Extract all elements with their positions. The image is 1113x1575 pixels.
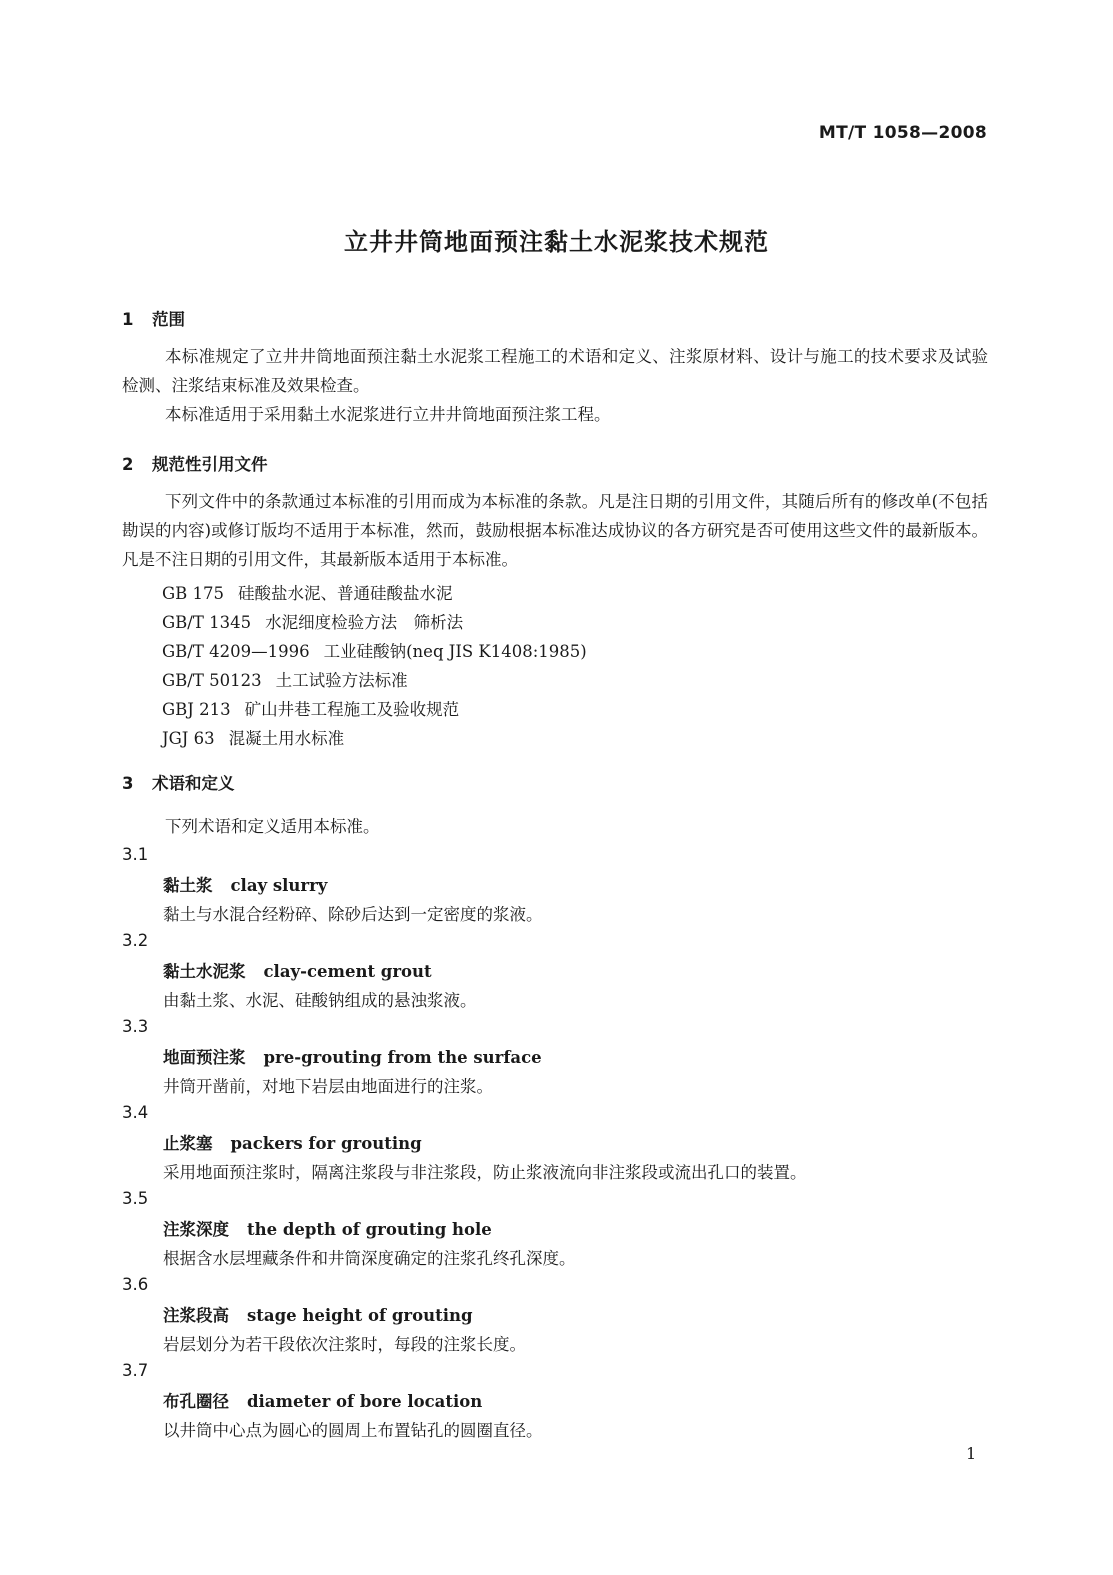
reference-item (162, 580, 453, 604)
term-name-en: stage height of grouting (247, 1306, 473, 1325)
reference-item (162, 609, 463, 633)
reference-title: 工业硅酸钠(neq JIS K1408:1985) (323, 642, 587, 661)
section-title: 术语和定义 (152, 774, 235, 793)
term-name-en: diameter of bore location (247, 1392, 483, 1411)
reference-item (162, 667, 408, 691)
term-number: 3.6 (122, 1275, 149, 1294)
reference-code: GB/T 50123 (162, 671, 262, 690)
term-name-zh: 止浆塞 (163, 1134, 213, 1153)
term-definition: 采用地面预注浆时，隔离注浆段与非注浆段，防止浆液流向非注浆段或流出孔口的装置。 (163, 1163, 807, 1182)
term-name-en: packers for grouting (230, 1134, 422, 1153)
page-number: 1 (966, 1444, 977, 1463)
section-2-heading (122, 451, 268, 475)
term-number: 3.3 (122, 1017, 149, 1036)
reference-title: 水泥细度检验方法 筛析法 (265, 613, 464, 632)
term-name-en: the depth of grouting hole (247, 1220, 492, 1239)
section-1-paragraph-1: 本标准规定了立井井筒地面预注黏土水泥浆工程施工的术语和定义、注浆原材料、设计与施工的技术要求及试验检测、注浆结束标准及效果检查。 (122, 347, 988, 395)
term-definition: 根据含水层埋藏条件和井筒深度确定的注浆孔终孔深度。 (163, 1249, 576, 1268)
term-name (163, 1388, 482, 1412)
term-number: 3.1 (122, 845, 149, 864)
term-name-en: clay-cement grout (263, 962, 432, 981)
reference-item (162, 696, 459, 720)
term-definition: 岩层划分为若干段依次注浆时，每段的注浆长度。 (163, 1335, 526, 1354)
section-title: 范围 (152, 310, 185, 329)
reference-code: GB/T 1345 (162, 613, 252, 632)
term-name (163, 1302, 473, 1326)
term-definition: 黏土与水混合经粉碎、除砂后达到一定密度的浆液。 (163, 905, 543, 924)
reference-code: JGJ 63 (162, 729, 215, 748)
term-definition: 以井筒中心点为圆心的圆周上布置钻孔的圆圈直径。 (163, 1421, 543, 1440)
standard-code: MT/T 1058—2008 (818, 123, 987, 143)
reference-item (162, 725, 344, 749)
section-number: 2 (122, 455, 134, 474)
reference-code: GBJ 213 (162, 700, 231, 719)
section-1-heading (122, 306, 185, 330)
section-3-paragraph: 下列术语和定义适用本标准。 (165, 817, 380, 836)
reference-code: GB 175 (162, 584, 225, 603)
term-name-zh: 地面预注浆 (163, 1048, 246, 1067)
term-name (163, 1044, 542, 1068)
reference-title: 硅酸盐水泥、普通硅酸盐水泥 (238, 584, 453, 603)
section-1-paragraph-2: 本标准适用于采用黏土水泥浆进行立井井筒地面预注浆工程。 (165, 405, 611, 424)
reference-title: 混凝土用水标准 (228, 729, 345, 748)
section-3-heading (122, 770, 235, 794)
term-name (163, 872, 327, 896)
term-name-en: clay slurry (230, 876, 328, 895)
section-number: 1 (122, 310, 134, 329)
term-number: 3.5 (122, 1189, 149, 1208)
term-number: 3.4 (122, 1103, 149, 1122)
term-name (163, 1216, 492, 1240)
section-2-paragraph: 下列文件中的条款通过本标准的引用而成为本标准的条款。凡是注日期的引用文件，其随后所有的修改单(不包括勘误的内容)或修订版均不适用于本标准，然而，鼓励根据本标准达成协议的各方研究是否可使用这些文件的最新版本。凡是不注日期的引用文件，其最新版本适用于本标准。 (122, 492, 988, 569)
term-number: 3.7 (122, 1361, 149, 1380)
term-name (163, 958, 432, 982)
term-name-zh: 注浆深度 (163, 1220, 229, 1239)
section-number: 3 (122, 774, 134, 793)
term-name-zh: 注浆段高 (163, 1306, 229, 1325)
term-definition: 由黏土浆、水泥、硅酸钠组成的悬浊浆液。 (163, 991, 477, 1010)
section-title: 规范性引用文件 (152, 455, 268, 474)
term-number: 3.2 (122, 931, 149, 950)
reference-item (162, 638, 587, 662)
term-name-zh: 黏土浆 (163, 876, 213, 895)
term-name-zh: 黏土水泥浆 (163, 962, 246, 981)
reference-title: 土工试验方法标准 (275, 671, 408, 690)
term-definition: 井筒开凿前，对地下岩层由地面进行的注浆。 (163, 1077, 493, 1096)
reference-code: GB/T 4209—1996 (162, 642, 310, 661)
term-name-zh: 布孔圈径 (163, 1392, 229, 1411)
term-name (163, 1130, 422, 1154)
reference-title: 矿山井巷工程施工及验收规范 (244, 700, 460, 719)
document-title: 立井井筒地面预注黏土水泥浆技术规范 (344, 228, 769, 256)
term-name-en: pre-grouting from the surface (263, 1048, 542, 1067)
